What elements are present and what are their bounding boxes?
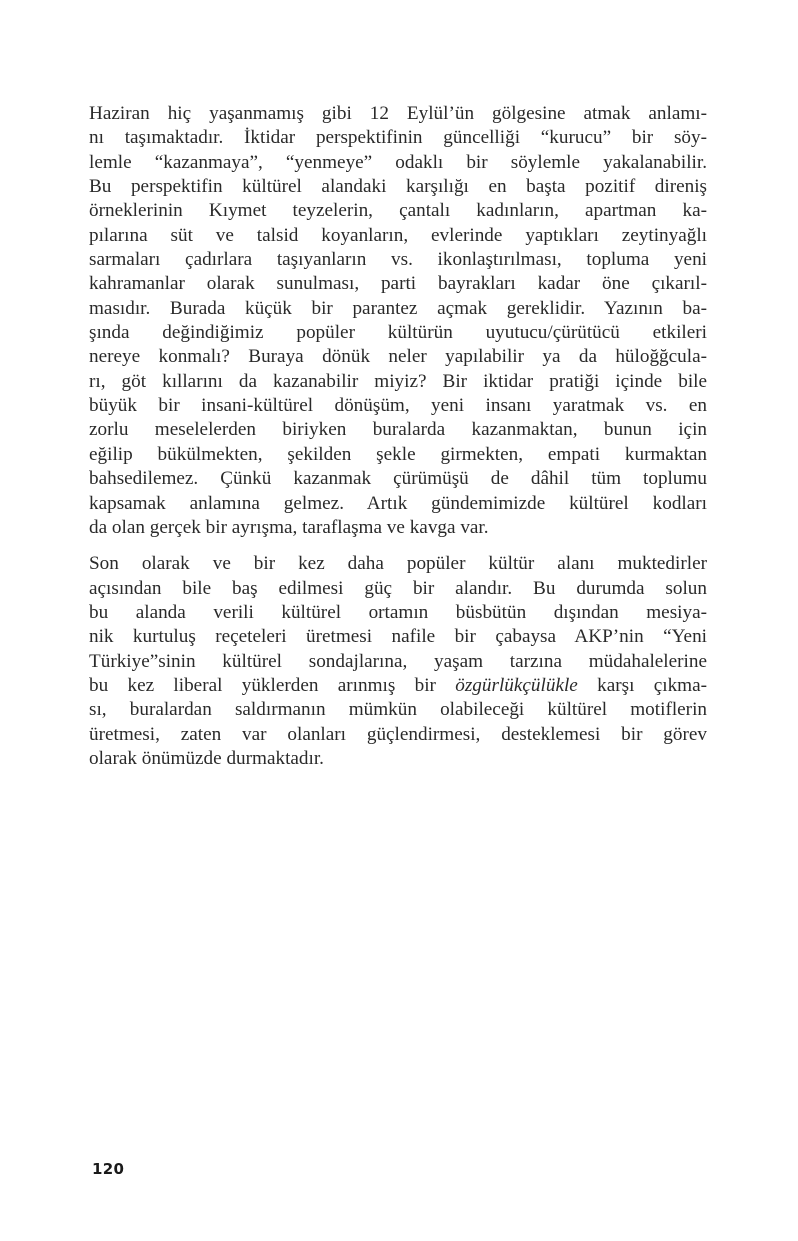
text-line: üretmesi, zaten var olanları güçlendirmesi, desteklemesi bir görev — [89, 723, 707, 745]
text-segment: karşı çıkma- — [577, 674, 707, 696]
body-text — [89, 102, 707, 771]
text-line: rı, göt kıllarını da kazanabilir miyiz? Bir iktidar pratiği içinde bile — [89, 370, 707, 392]
text-line: şında değindiğimiz popüler kültürün uyutucu/çürütücü etkileri — [89, 322, 707, 344]
text-line: zorlu meselelerden biriyken buralarda kazanmaktan, bunun için — [89, 419, 707, 441]
text-line-with-emphasis — [89, 674, 707, 698]
text-line: masıdır. Burada küçük bir parantez açmak gereklidir. Yazının ba- — [89, 297, 707, 319]
text-line: da olan gerçek bir ayrışma, taraflaşma ve kavga var. — [89, 516, 489, 538]
text-line: büyük bir insani-kültürel dönüşüm, yeni insanı yaratmak vs. en — [89, 395, 707, 417]
text-line: örneklerinin Kıymet teyzelerin, çantalı kadınların, apartman ka- — [89, 200, 707, 222]
paragraph-1 — [89, 102, 707, 540]
text-line: sı, buralardan saldırmanın mümkün olabileceği kültürel motiflerin — [89, 699, 707, 721]
text-line: bu alanda verili kültürel ortamın büsbütün dışından mesiya- — [89, 601, 707, 623]
text-line: Haziran hiç yaşanmamış gibi 12 Eylül’ün gölgesine atmak anlamı- — [89, 103, 707, 124]
page-number: 120 — [92, 1160, 125, 1178]
text-line: olarak önümüzde durmaktadır. — [89, 747, 324, 769]
paragraph-2 — [89, 552, 707, 771]
text-line: lemle “kazanmaya”, “yenmeye” odaklı bir söylemle yakalanabilir. — [89, 151, 707, 173]
text-line: açısından bile baş edilmesi güç bir alandır. Bu durumda solun — [89, 577, 707, 599]
text-line: bahsedilemez. Çünkü kazanmak çürümüşü de dâhil tüm toplumu — [89, 468, 707, 490]
text-line: Bu perspektifin kültürel alandaki karşılığı en başta pozitif direniş — [89, 176, 707, 198]
text-segment: bu kez liberal yüklerden arınmış bir — [89, 674, 456, 696]
emphasized-word: özgürlükçülükle — [455, 674, 578, 696]
text-line: nik kurtuluş reçeteleri üretmesi nafile bir çabaysa AKP’nin “Yeni — [89, 626, 707, 648]
text-line: nereye konmalı? Buraya dönük neler yapılabilir ya da hüloğğcula- — [89, 346, 707, 368]
text-line: Türkiye”sinin kültürel sondajlarına, yaşam tarzına müdahalelerine — [89, 650, 707, 672]
text-line: eğilip bükülmekten, şekilden şekle girmekten, empati kurmaktan — [89, 443, 707, 465]
text-line: pılarına süt ve talsid koyanların, evlerinde yaptıkları zeytinyağlı — [89, 224, 707, 246]
text-line: Son olarak ve bir kez daha popüler kültür alanı muktedirler — [89, 553, 707, 575]
text-line: nı taşımaktadır. İktidar perspektifinin güncelliği “kurucu” bir söy- — [89, 127, 707, 149]
text-line: kahramanlar olarak sunulması, parti bayrakları kadar öne çıkarıl- — [89, 273, 707, 295]
text-line: sarmaları çadırlara taşıyanların vs. ikonlaştırılması, topluma yeni — [89, 249, 707, 271]
text-line: kapsamak anlamına gelmez. Artık gündemimizde kültürel kodları — [89, 492, 707, 514]
